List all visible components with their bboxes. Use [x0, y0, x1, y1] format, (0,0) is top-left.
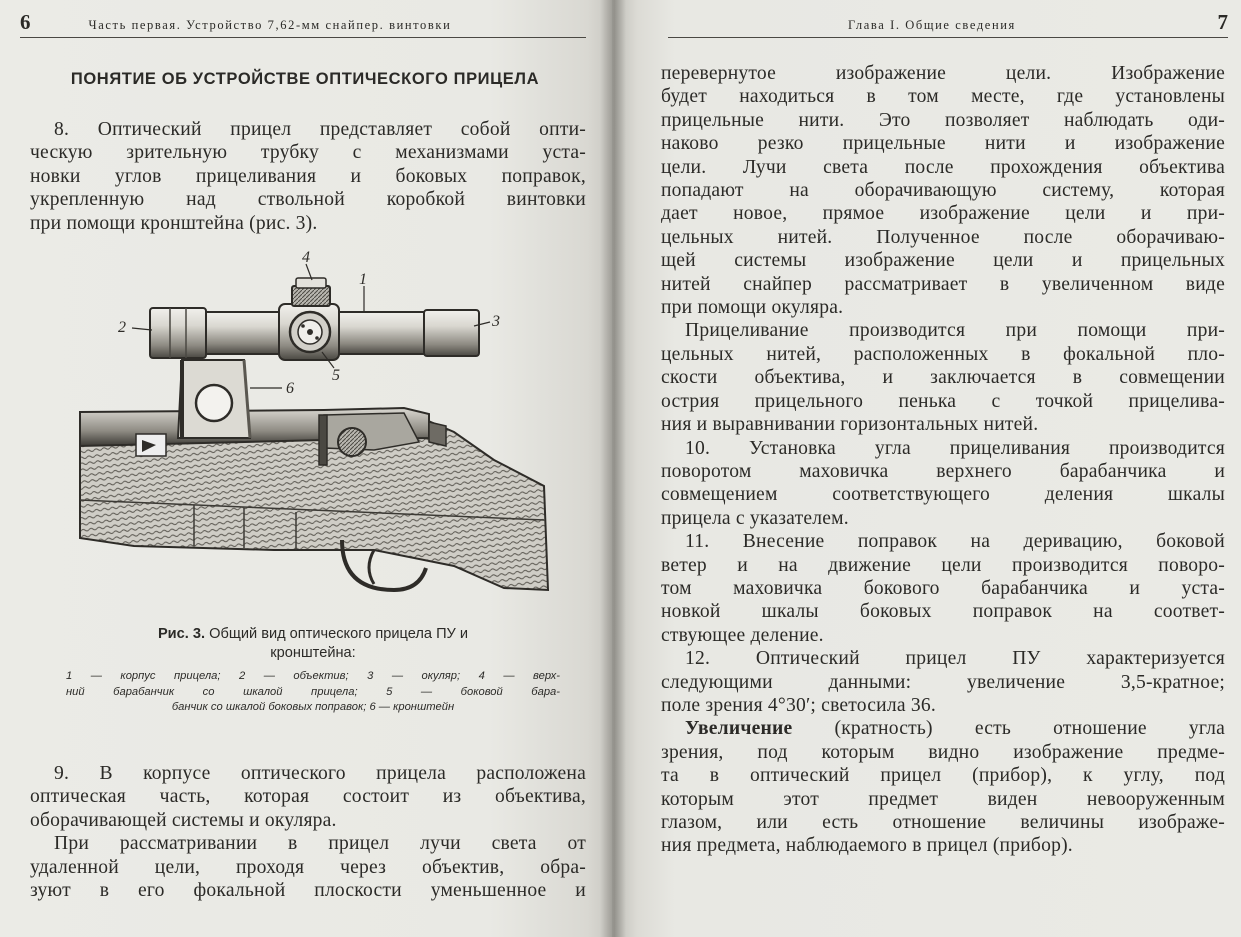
callout-2: 2	[118, 319, 126, 336]
text-line: зуют в его фокальной плоскости уменьшенное и	[30, 880, 586, 902]
paragraph-10	[661, 437, 1225, 531]
paragraph-12	[661, 647, 1225, 717]
legend-line: банчик со шкалой боковых поправок; 6 — кронштейн	[171, 701, 455, 713]
text-line: 11. Внесение поправок на деривацию, боковой	[685, 531, 1225, 553]
paragraph-9	[30, 762, 586, 902]
text-line: новки углов прицеливания и боковых поправок,	[30, 165, 586, 187]
text-line: прицельные нити. Это позволяет наблюдать оди-	[661, 109, 1225, 131]
text-line: совмещением соответствующего деления шкалы	[661, 484, 1225, 506]
text-line: та в оптический прицел (прибор), к углу, под	[661, 765, 1225, 787]
figure-caption	[66, 625, 560, 716]
text-line: удаленной цели, проходя через объектив, обра-	[30, 856, 586, 878]
text-line: при помощи окуляра.	[661, 297, 844, 319]
text-line: нитей снайпер рассматривает в увеличенном виде	[661, 273, 1225, 295]
text-line: дает новое, прямое изображение цели и при-	[661, 203, 1225, 225]
text-line: ветер и на движение цели производится поворо-	[661, 554, 1225, 576]
legend-line: ний барабанчик со шкалой прицела; 5 — боковой бара-	[66, 685, 560, 698]
text-line: оборачивающей системы и окуляра.	[30, 809, 337, 831]
right-page-number: 7	[1217, 10, 1228, 34]
text-line: которым этот предмет виден невооруженным	[661, 788, 1225, 810]
scope-drawing	[74, 250, 552, 620]
left-running-head	[20, 12, 586, 38]
text-line: 12. Оптический прицел ПУ характеризуется	[685, 648, 1225, 670]
text-line: щей системы изображение цели и прицельных	[661, 250, 1225, 272]
text-line: оптическая часть, которая состоит из объектива,	[30, 786, 586, 808]
text-line: 8. Оптический прицел представляет собой опти-	[54, 119, 586, 140]
text-fragment: (кратность) есть отношение угла	[834, 718, 1225, 740]
text-line: поле зрения 4°30′; светосила 36.	[661, 694, 936, 716]
callout-1: 1	[359, 271, 367, 288]
callout-4: 4	[302, 250, 310, 266]
paragraph-11	[661, 530, 1225, 647]
text-line: цельных нитей, расположенных в фокальной пло-	[661, 343, 1225, 365]
text-line: глазом, или есть отношение величины изображе-	[661, 812, 1225, 833]
text-line: Прицеливание производится при помощи при-	[685, 320, 1225, 342]
text-line: наково резко прицельные нити и изображение	[661, 133, 1225, 155]
caption-text-line-1: Общий вид оптического прицела ПУ и	[209, 626, 469, 642]
text-line: ствующее деление.	[661, 624, 824, 646]
right-running-head-text: Глава I. Общие сведения	[848, 18, 1016, 32]
left-page	[0, 0, 612, 937]
text-line: при помощи кронштейна (рис. 3).	[30, 212, 318, 234]
paragraph-continuation	[661, 62, 1225, 319]
figure-3-scope-illustration	[74, 250, 552, 620]
text-line: 10. Установка угла прицеливания производится	[685, 437, 1225, 459]
caption-title	[66, 625, 560, 663]
text-line	[661, 717, 1225, 740]
right-page-text	[661, 62, 1225, 858]
text-line: ния предмета, наблюдаемого в прицел (прибор).	[661, 835, 1073, 857]
text-line: прицела с указателем.	[661, 507, 849, 529]
text-line: При рассматривании в прицел лучи света от	[54, 833, 586, 855]
text-line: новкой шкалы боковых поправок на соответ-	[661, 601, 1225, 623]
text-line: укрепленную над ствольной коробкой винтовки	[30, 189, 586, 211]
text-line: будет находиться в том месте, где установлены	[661, 86, 1225, 108]
text-line: цельных нитей. Полученное после оборачиваю-	[661, 226, 1225, 248]
paragraph-aiming	[661, 319, 1225, 436]
text-line: том маховичка бокового барабанчика и уста-	[661, 577, 1225, 599]
text-line: следующими данными: увеличение 3,5-кратное;	[661, 671, 1225, 693]
legend-line: 1 — корпус прицела; 2 — объектив; 3 — окуляр; 4 — верх-	[66, 670, 560, 682]
text-line: попадают на оборачивающую систему, которая	[661, 180, 1225, 202]
text-line: скости объектива, и заключается в совмещении	[661, 367, 1225, 389]
right-running-head	[668, 12, 1228, 38]
paragraph-magnification	[661, 717, 1225, 857]
caption-label: Рис. 3.	[157, 626, 206, 642]
text-line: ческую зрительную трубку с механизмами уста-	[30, 142, 586, 164]
paragraph-8	[30, 118, 586, 235]
callout-6: 6	[286, 380, 294, 397]
text-line: ния и выравнивании горизонтальных нитей.	[661, 414, 1039, 436]
callout-3: 3	[492, 313, 500, 330]
caption-legend	[66, 669, 560, 716]
left-page-number: 6	[20, 10, 31, 34]
text-line: перевернутое изображение цели. Изображение	[661, 63, 1225, 84]
text-line: зрения, под которым видно изображение предме-	[661, 741, 1225, 763]
text-line: острия прицельного пенька с точкой прицелива-	[661, 390, 1225, 412]
left-running-head-text: Часть первая. Устройство 7,62-мм снайпер. винтовки	[88, 18, 452, 32]
text-line: 9. В корпусе оптического прицела расположена	[54, 763, 586, 784]
text-line: поворотом маховичка верхнего барабанчика и	[661, 460, 1225, 482]
section-title: ПОНЯТИЕ ОБ УСТРОЙСТВЕ ОПТИЧЕСКОГО ПРИЦЕЛА	[70, 70, 540, 88]
callout-5: 5	[332, 367, 340, 384]
term-magnification: Увеличение	[685, 718, 793, 740]
caption-text-line-2: кронштейна:	[270, 645, 356, 661]
text-line: цели. Лучи света после прохождения объектива	[661, 156, 1225, 178]
